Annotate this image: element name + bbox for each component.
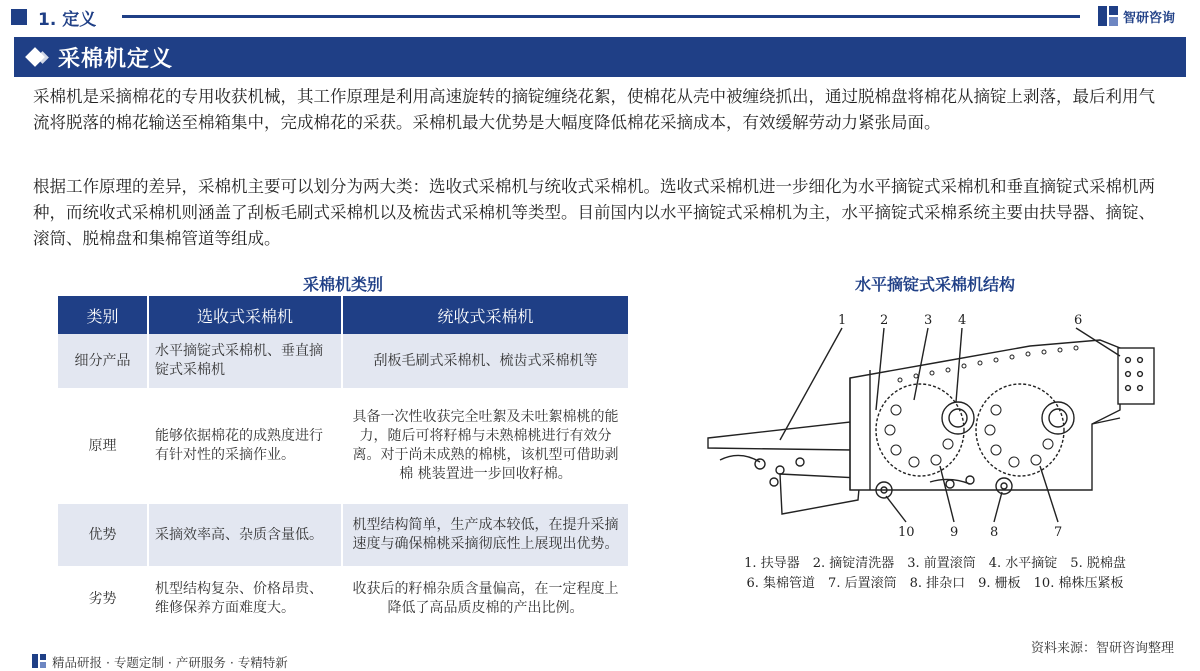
table-title: 采棉机类别 <box>302 275 383 294</box>
title-banner <box>14 37 1186 77</box>
table-cell: 细分产品 <box>58 334 148 388</box>
category-table <box>58 296 628 632</box>
top-bar <box>0 0 1200 34</box>
table-row <box>58 566 628 632</box>
header-cell: 统收式采棉机 <box>342 296 628 334</box>
table-header-row <box>58 296 628 334</box>
section-title: 1. 定义 <box>38 10 97 30</box>
banner-title: 采棉机定义 <box>58 47 174 72</box>
callout-label: 3 <box>924 313 933 328</box>
figure-legend-line: 6. 集棉管道 7. 后置滚筒 8. 排杂口 9. 栅板 10. 棉株压紧板 <box>746 576 1124 591</box>
figure-title: 水平摘锭式采棉机结构 <box>854 275 1015 294</box>
table-cell: 能够依据棉花的成熟度进行有针对性的采摘作业。 <box>148 388 342 504</box>
cotton-picker-diagram <box>700 300 1170 548</box>
callout-label: 9 <box>950 525 959 540</box>
callout-label: 7 <box>1054 525 1063 540</box>
table-cell: 水平摘锭式采棉机、垂直摘锭式采棉机 <box>148 334 342 388</box>
callout-label: 2 <box>880 313 889 328</box>
figure-legend-line: 1. 扶导器 2. 摘锭清洗器 3. 前置滚筒 4. 水平摘锭 5. 脱棉盘 <box>744 556 1126 571</box>
header-cell: 类别 <box>58 296 148 334</box>
table-row <box>58 334 628 388</box>
footer-logo-icon <box>32 654 46 668</box>
header-rule <box>122 15 1080 18</box>
source-note: 资料来源：智研咨询整理 <box>1030 641 1174 656</box>
table-row <box>58 388 628 504</box>
brand <box>1097 5 1175 27</box>
callout-label: 1 <box>838 313 847 328</box>
table-cell: 优势 <box>58 504 148 566</box>
callout-label: 8 <box>990 525 999 540</box>
table-cell: 具备一次性收获完全吐絮及未吐絮棉桃的能力，随后可将籽棉与未熟棉桃进行有效分离。对于尚未成熟的棉桃，该机型可借助剥棉 桃装置进一步回收籽棉。 <box>342 388 628 504</box>
callout-label: 10 <box>898 525 915 540</box>
footer <box>0 651 1200 671</box>
header-cell: 选收式采棉机 <box>148 296 342 334</box>
table-cell: 刮板毛刷式采棉机、梳齿式采棉机等 <box>342 334 628 388</box>
table-cell: 机型结构简单，生产成本较低，在提升采摘速度与确保棉桃采摘彻底性上展现出优势。 <box>342 504 628 566</box>
callout-label: 6 <box>1074 313 1083 328</box>
footer-tagline: 精品研报 · 专题定制 · 产研服务 · 专精特新 <box>52 655 288 670</box>
classification-paragraph: 根据工作原理的差异，采棉机主要可以划分为两大类：选收式采棉机与统收式采棉机。选收式采棉机进一步细化为水平摘锭式采棉机和垂直摘锭式采棉机两种，而统收式采棉机则涵盖了刮板毛刷式采棉机以及梳齿式采棉机等类型。目前国内以水平摘锭式采棉机为主，水平摘锭式采棉系统主要由扶导器、摘锭、滚筒、脱棉盘和集棉管道等组成。 <box>33 177 1155 248</box>
callout-label: 4 <box>958 313 967 328</box>
intro-paragraph: 采棉机是采摘棉花的专用收获机械，其工作原理是利用高速旋转的摘锭缠绕花絮，使棉花从壳中被缠绕抓出，通过脱棉盘将棉花从摘锭上剥落，最后利用气流将脱落的棉花输送至棉箱集中，完成棉花的采获。采棉机最大优势是大幅度降低棉花采摘成本，有效缓解劳动力紧张局面。 <box>33 87 1155 132</box>
table-cell: 采摘效率高、杂质含量低。 <box>148 504 342 566</box>
table-cell: 收获后的籽棉杂质含量偏高，在一定程度上降低了高品质皮棉的产出比例。 <box>342 566 628 632</box>
section-marker <box>11 9 27 25</box>
table-cell: 原理 <box>58 388 148 504</box>
brand-logo-icon <box>1097 5 1119 27</box>
table-row <box>58 504 628 566</box>
table-cell: 劣势 <box>58 566 148 632</box>
brand-name: 智研咨询 <box>1123 10 1176 26</box>
table-cell: 机型结构复杂、价格昂贵、维修保养方面难度大。 <box>148 566 342 632</box>
